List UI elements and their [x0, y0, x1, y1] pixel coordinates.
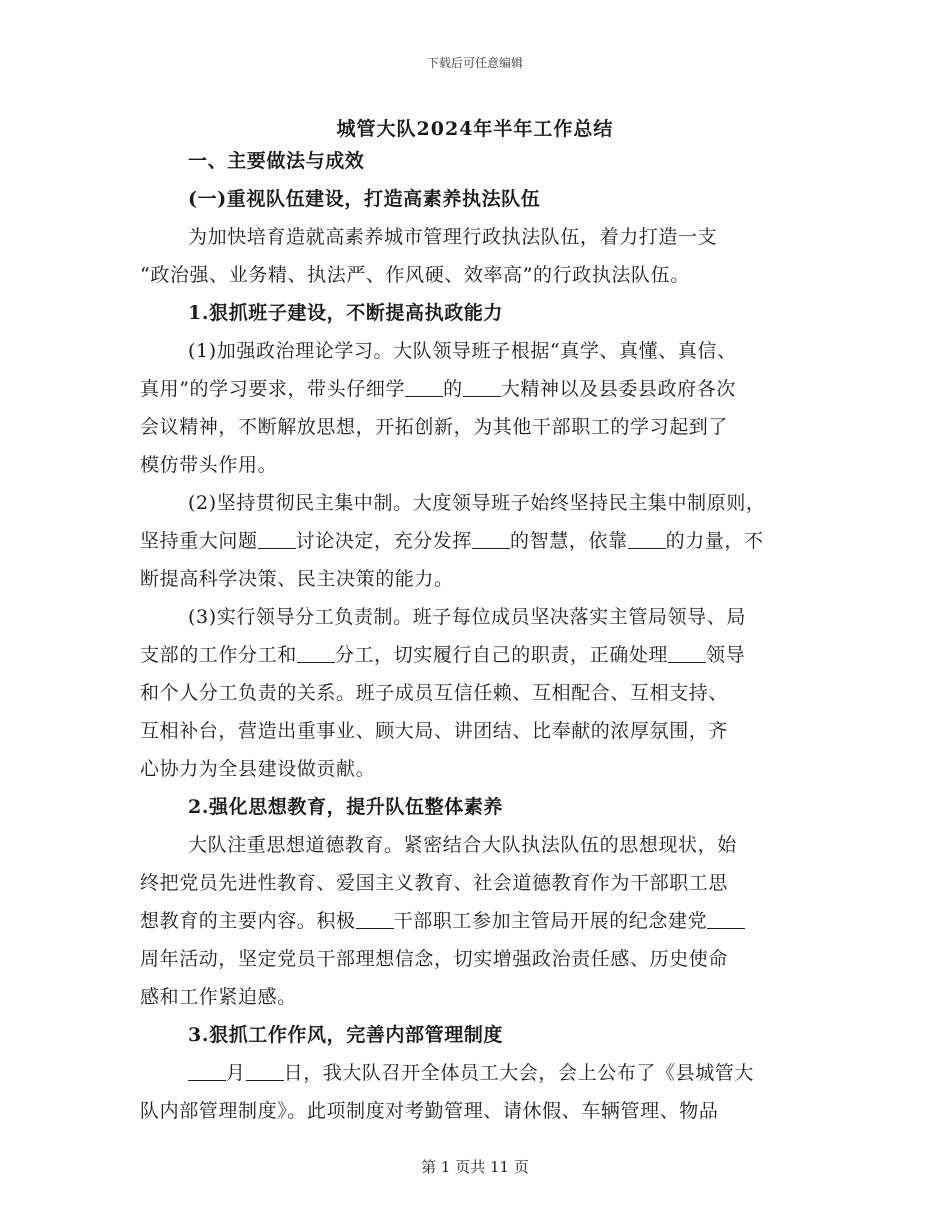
text-run: 讨论决定，充分发挥 — [295, 530, 473, 552]
document-body — [140, 142, 830, 1130]
paragraph-line — [140, 408, 830, 446]
text-run: 一、主要做法与成效 — [188, 150, 365, 172]
header-note: 下载后可任意编辑 — [426, 56, 523, 70]
text-run: 支部的工作分工和 — [140, 644, 297, 666]
fill-in-blank — [405, 376, 443, 397]
document-title: 城管大队2024年半年工作总结 — [336, 118, 614, 140]
fill-in-blank — [297, 642, 335, 663]
page-footer: 第 1 页共 11 页 — [421, 1158, 529, 1176]
text-run: (一)重视队伍建设，打造高素养执法队伍 — [188, 188, 541, 210]
paragraph-line — [140, 522, 830, 560]
text-run: 大队注重思想道德教育。紧密结合大队执法队伍的思想现状，始 — [188, 834, 737, 856]
text-run: 感和工作紧迫感。 — [140, 986, 297, 1008]
text-run: 互相补台，营造出重事业、顾大局、讲团结、比奉献的浓厚氛围，齐 — [140, 720, 729, 742]
fill-in-blank — [188, 1060, 226, 1081]
text-run: 大精神以及县委县政府各次 — [500, 378, 736, 400]
paragraph-line — [140, 978, 830, 1016]
paragraph-line — [140, 674, 830, 712]
text-run: 的智慧，依靠 — [510, 530, 628, 552]
paragraph-line — [140, 218, 830, 256]
fill-in-blank — [707, 908, 745, 929]
text-run: 3.狠抓工作作风，完善内部管理制度 — [188, 1024, 504, 1046]
text-run: 周年活动，坚定党员干部理想信念，切实增强政治责任感、历史使命 — [140, 948, 729, 970]
fill-in-blank — [463, 376, 501, 397]
fill-in-blank — [628, 528, 666, 549]
section-heading — [140, 1016, 830, 1054]
paragraph-line — [140, 484, 830, 522]
paragraph-line — [140, 712, 830, 750]
text-run: 的力量，不 — [665, 530, 764, 552]
text-run: 分工，切实履行自己的职责，正确处理 — [334, 644, 669, 666]
text-run: 真用”的学习要求，带头仔细学 — [140, 378, 406, 400]
text-run: “政治强、业务精、执法严、作风硬、效率高”的行政执法队伍。 — [140, 264, 690, 286]
text-run: 想教育的主要内容。积极 — [140, 910, 356, 932]
paragraph-line — [140, 940, 830, 978]
paragraph-line — [140, 750, 830, 788]
text-run: (3)实行领导分工负责制。班子每位成员坚决落实主管局领导、局 — [188, 606, 746, 628]
text-run: 会议精神，不断解放思想，开拓创新，为其他干部职工的学习起到了 — [140, 416, 729, 438]
text-run: 领导 — [706, 644, 746, 666]
fill-in-blank — [668, 642, 706, 663]
fill-in-blank — [472, 528, 510, 549]
paragraph-line — [140, 332, 830, 370]
section-heading — [140, 142, 830, 180]
paragraph-line — [140, 826, 830, 864]
paragraph-line — [140, 256, 830, 294]
section-heading — [140, 294, 830, 332]
paragraph-line — [140, 370, 830, 408]
fill-in-blank — [356, 908, 394, 929]
text-run: 模仿带头作用。 — [140, 454, 278, 476]
text-run: 和个人分工负责的关系。班子成员互信任赖、互相配合、互相支持、 — [140, 682, 729, 704]
paragraph-line — [140, 446, 830, 484]
paragraph-line — [140, 560, 830, 598]
paragraph-line — [140, 598, 830, 636]
text-run: 坚持重大问题 — [140, 530, 258, 552]
text-run: 队内部管理制度》。此项制度对考勤管理、请休假、车辆管理、物品 — [140, 1100, 719, 1122]
text-run: (2)坚持贯彻民主集中制。大度领导班子始终坚持民主集中制原则， — [188, 492, 766, 514]
paragraph-line — [140, 902, 830, 940]
text-run: 为加快培育造就高素养城市管理行政执法队伍，着力打造一支 — [188, 226, 718, 248]
section-heading — [140, 180, 830, 218]
paragraph-line — [140, 1054, 830, 1092]
text-run: 的 — [443, 378, 463, 400]
text-run: 终把党员先进性教育、爱国主义教育、社会道德教育作为干部职工思 — [140, 872, 729, 894]
text-run: 1.狠抓班子建设，不断提高执政能力 — [188, 302, 504, 324]
text-run: 干部职工参加主管局开展的纪念建党 — [393, 910, 708, 932]
paragraph-line — [140, 636, 830, 674]
section-heading — [140, 788, 830, 826]
text-run: 2.强化思想教育，提升队伍整体素养 — [188, 796, 504, 818]
text-run: 心协力为全县建设做贡献。 — [140, 758, 376, 780]
text-run: 月 — [226, 1062, 246, 1084]
text-run: (1)加强政治理论学习。大队领导班子根据“真学、真懂、真信、 — [188, 340, 737, 362]
text-run: 日，我大队召开全体员工大会，会上公布了《县城管大 — [283, 1062, 755, 1084]
paragraph-line — [140, 1092, 830, 1130]
paragraph-line — [140, 864, 830, 902]
fill-in-blank — [246, 1060, 284, 1081]
fill-in-blank — [258, 528, 296, 549]
text-run: 断提高科学决策、民主决策的能力。 — [140, 568, 454, 590]
